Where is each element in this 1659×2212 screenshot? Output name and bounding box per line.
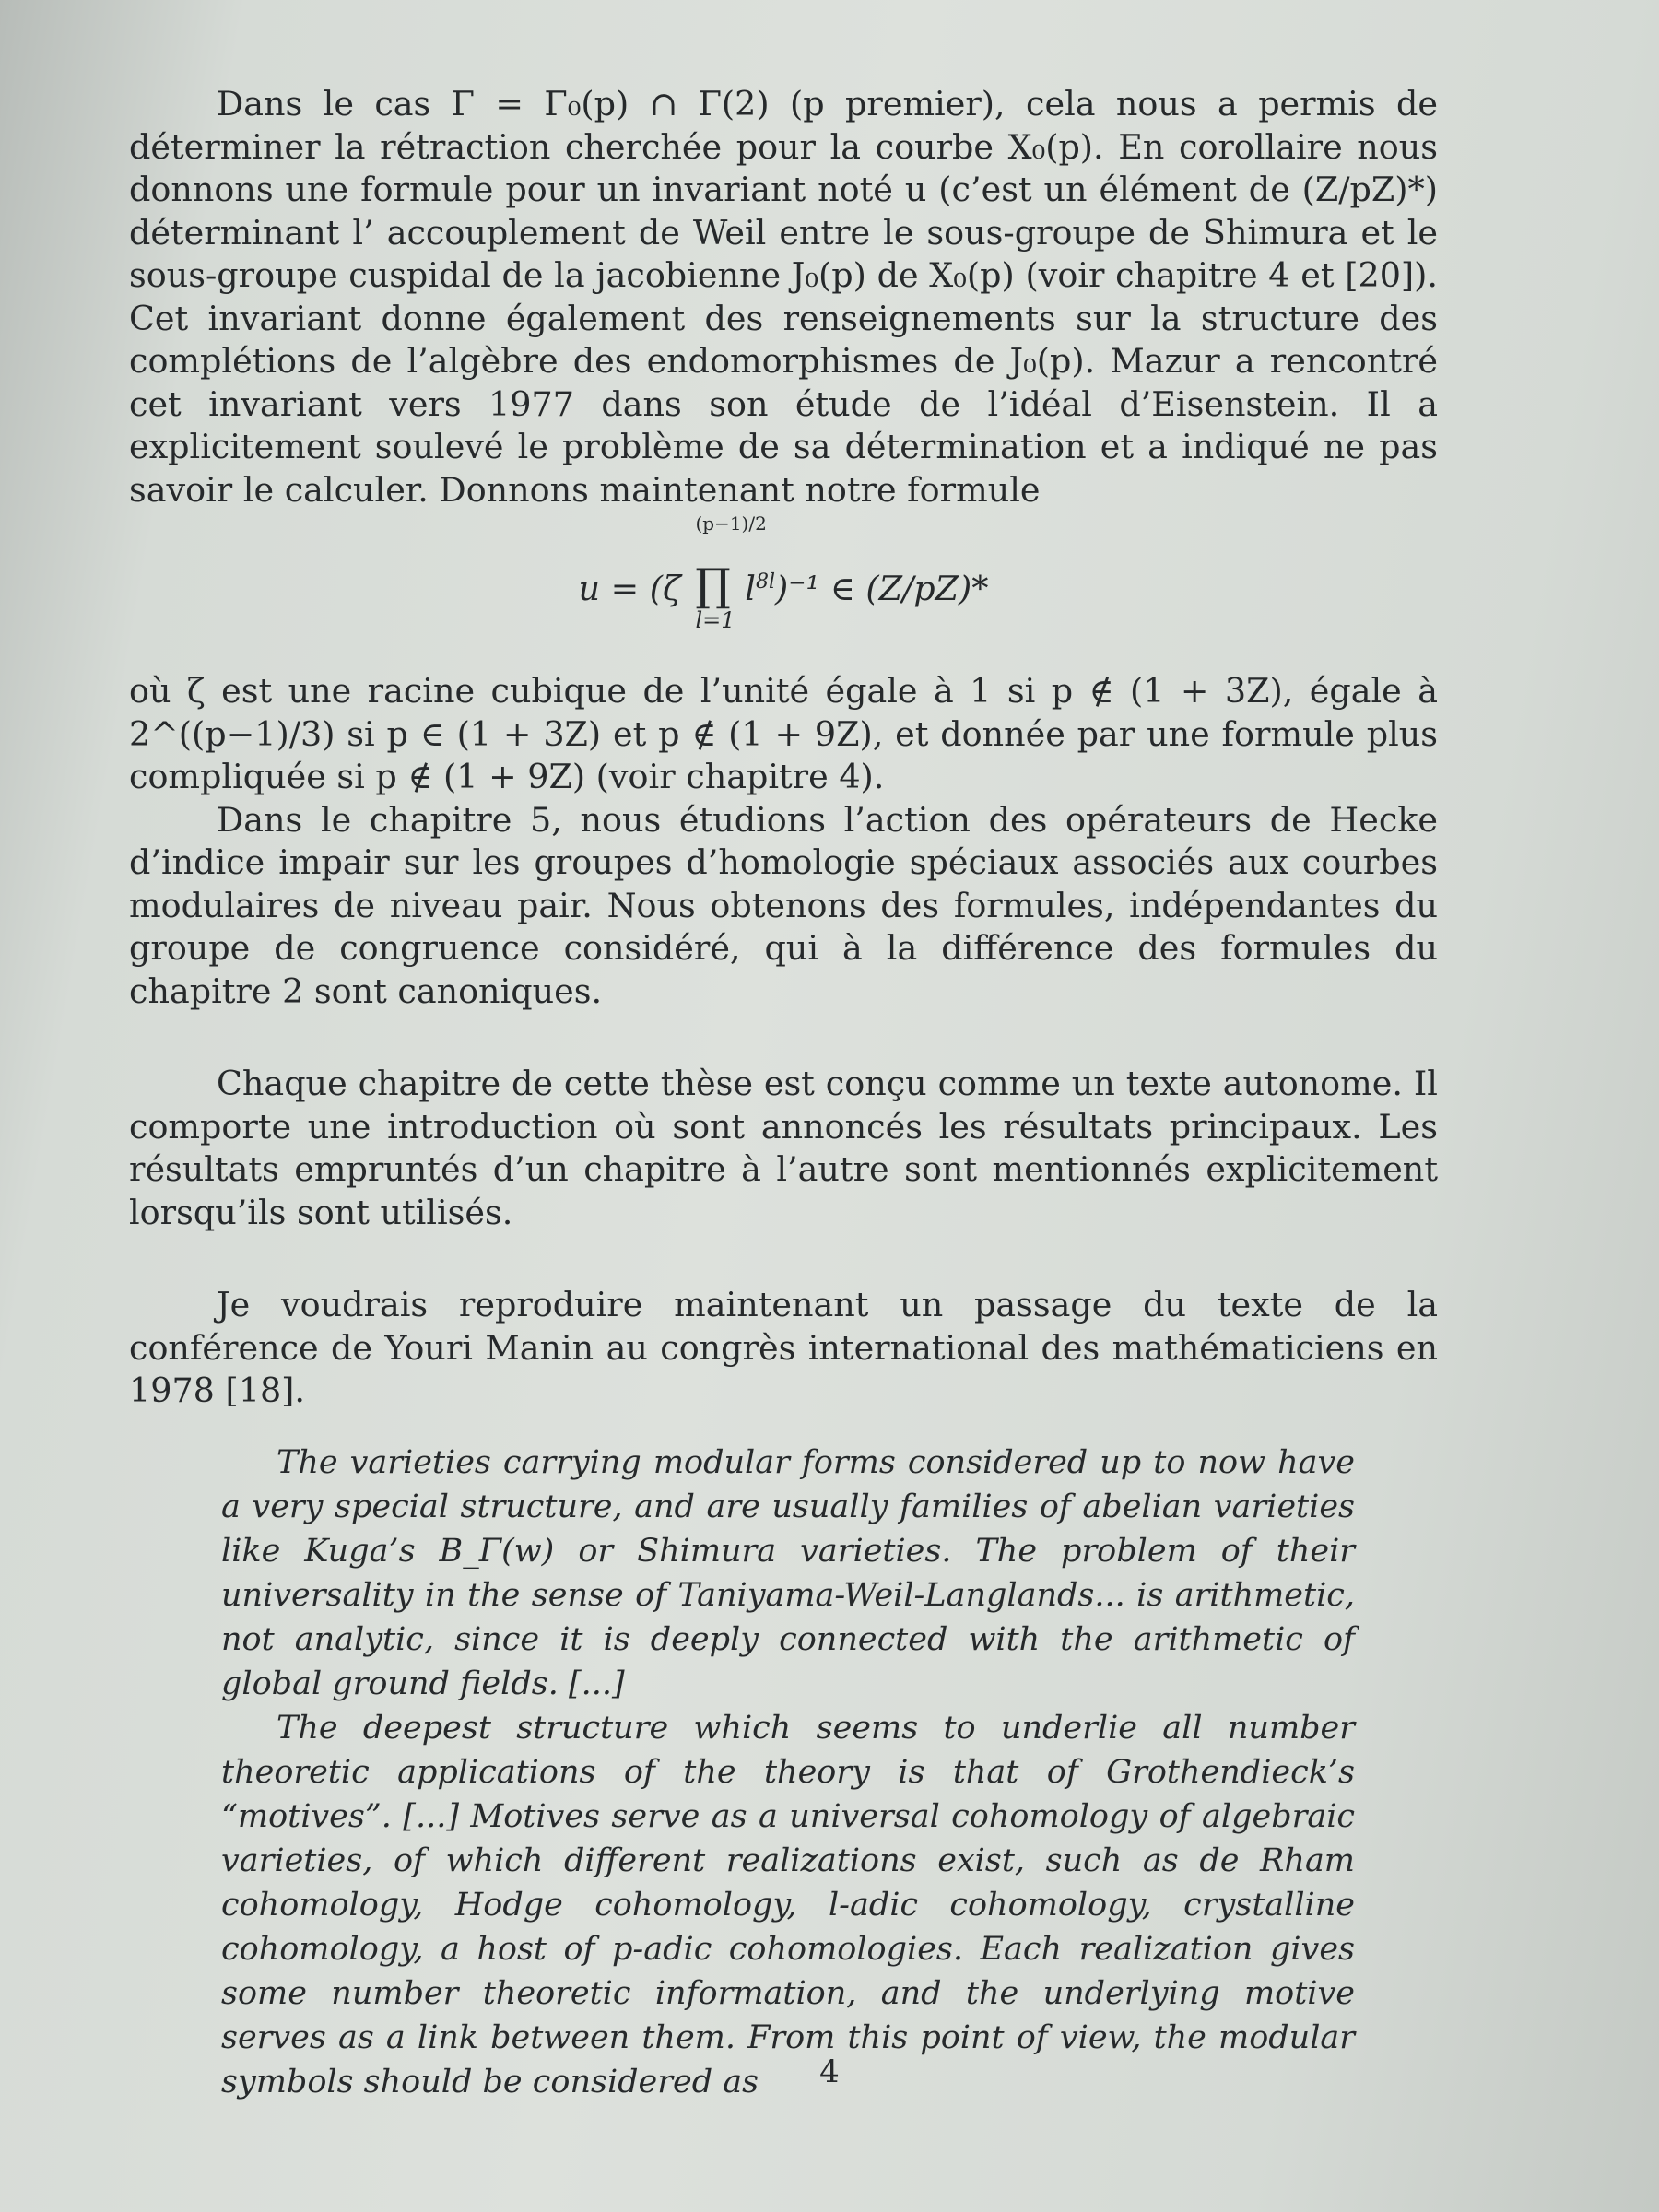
paragraph-manin-intro: Je voudrais reproduire maintenant un passage du texte de la conférence de Youri Manin au congrès international des mathématiciens en 1978 [18]. bbox=[129, 1285, 1438, 1410]
formula-term: l bbox=[745, 569, 756, 609]
body-text bbox=[129, 83, 1438, 2104]
display-formula bbox=[129, 512, 1438, 652]
formula-rhs: )⁻¹ ∈ (Z/pZ)* bbox=[775, 569, 989, 609]
formula-exponent: 8l bbox=[755, 571, 775, 594]
paragraph-chapters-autonomous: Chaque chapitre de cette thèse est conçu comme un texte autonome. Il comporte une introduction où sont annoncés les résultats principaux. Les résultats empruntés d’un chapitre à l’autre sont mentionnés explicitement lorsqu’ils sont utilisés. bbox=[129, 1064, 1438, 1232]
page-number: 4 bbox=[819, 2053, 840, 2090]
formula-lhs: u = (ζ bbox=[578, 569, 681, 609]
product-upper-limit: (p−1)/2 bbox=[695, 512, 767, 535]
quote-paragraph-1: The varieties carrying modular forms considered up to now have a very special structure, and are usually families of abelian varieties like Kuga’s B_Γ(w) or Shimura varieties. The problem of their universality in the sense of Taniyama-Weil-Langlands... is arithmetic, not analytic, since it is deeply connected with the arithmetic of global ground fields. [...] bbox=[221, 1443, 1355, 1702]
manin-quotation bbox=[221, 1441, 1355, 2104]
paragraph-corollary: Dans le cas Γ = Γ₀(p) ∩ Γ(2) (p premier), cela nous a permis de déterminer la rétraction cherchée pour la courbe X₀(p). En corollaire nous donnons une formule pour un invariant noté u (c’est un élément de (Z/pZ)*) déterminant l’ accouplement de Weil entre le sous-groupe de Shimura et le sous-groupe cuspidal de la jacobienne J₀(p) de X₀(p) (voir chapitre 4 et [20]). Cet invariant donne également des renseignements sur la structure des complétions de l’algèbre des endomorphismes de J₀(p). Mazur a rencontré cet invariant vers 1977 dans son étude de l’idéal d’Eisenstein. Il a explicitement soulevé le problème de sa détermination et a indiqué ne pas savoir le calculer. Donnons maintenant notre formule bbox=[129, 84, 1438, 510]
paragraph-chapter-5: Dans le chapitre 5, nous étudions l’action des opérateurs de Hecke d’indice impair sur les groupes d’homologie spéciaux associés aux courbes modulaires de niveau pair. Nous obtenons des formules, indépendantes du groupe de congruence considéré, qui à la différence des formules du chapitre 2 sont canoniques. bbox=[129, 799, 1438, 1011]
product-lower-limit: l=1 bbox=[695, 607, 735, 634]
product-symbol: ∏ bbox=[695, 559, 731, 612]
paragraph-zeta-definition: où ζ est une racine cubique de l’unité égale à 1 si p ∉ (1 + 3Z), égale à 2^((p−1)/3) si p ∈ (1 + 3Z) et p ∉ (1 + 9Z), et donnée par une formule plus compliquée si p ∉ (1 + 9Z) (voir chapitre 4). bbox=[129, 671, 1438, 796]
quote-paragraph-2: The deepest structure which seems to underlie all number theoretic applications of the theory is that of Grothendieck’s “motives”. [...] Motives serve as a universal cohomology of algebraic varieties, of which different realizations exist, such as de Rham cohomology, Hodge cohomology, l-adic cohomology, crystalline cohomology, a host of p-adic cohomologies. Each realization gives some number theoretic information, and the underlying motive serves as a link between them. From this point of view, the modular symbols should be considered as bbox=[221, 1709, 1355, 2100]
